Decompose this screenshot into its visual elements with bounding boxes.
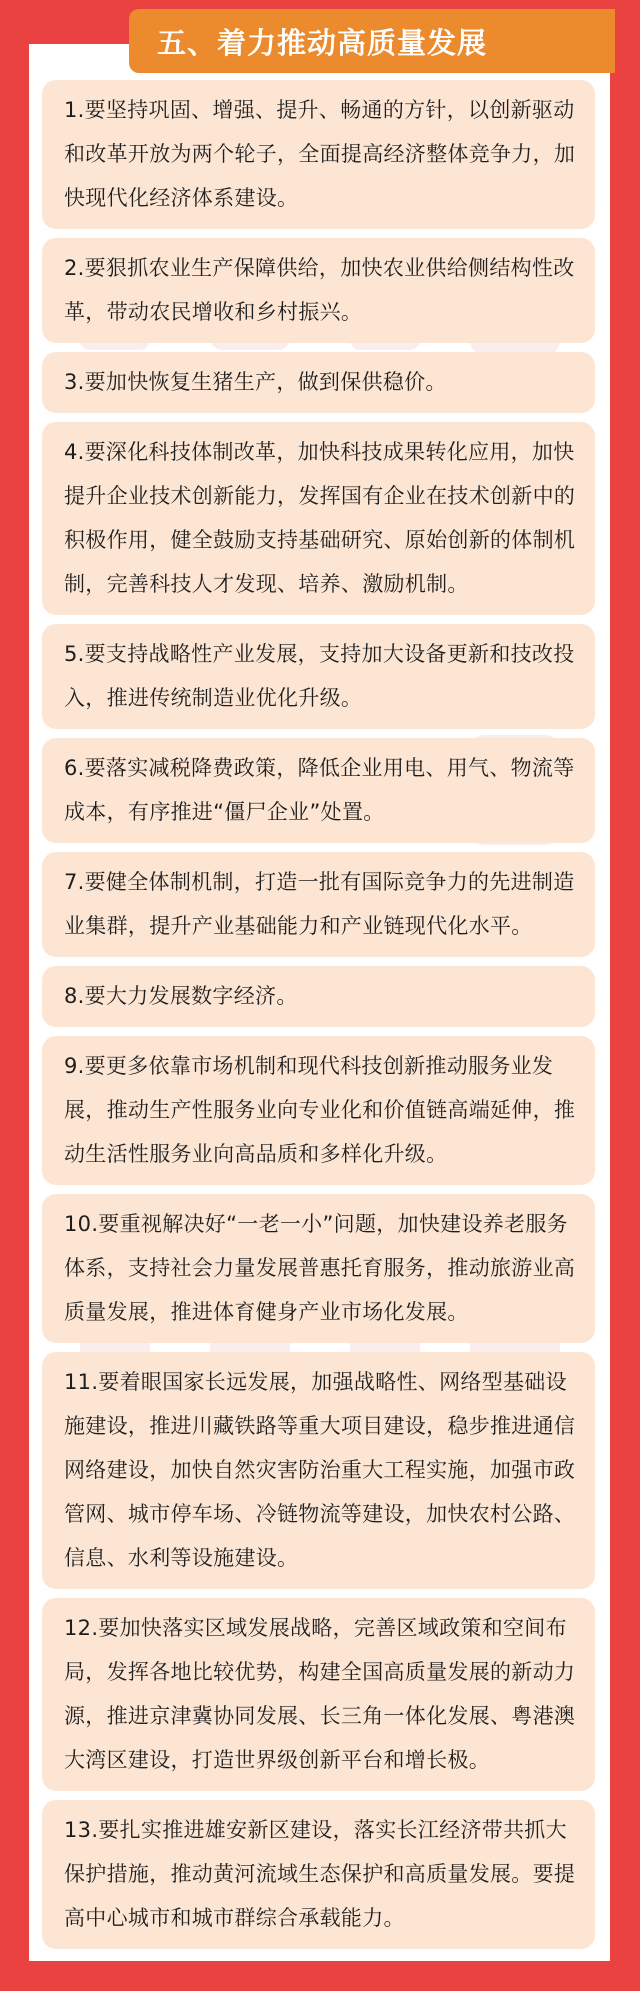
list-item-text: 12.要加快落实区域发展战略，完善区域政策和空间布局，发挥各地比较优势，构建全国高质量发展的新动力源，推进京津冀协同发展、长三角一体化发展、粤港澳大湾区建设，打造世界级创新平台和增长极。 bbox=[64, 1616, 576, 1772]
list-item bbox=[42, 1800, 595, 1949]
list-item bbox=[42, 738, 595, 843]
list-item-text: 1.要坚持巩固、增强、提升、畅通的方针，以创新驱动和改革开放为两个轮子，全面提高经济整体竞争力，加快现代化经济体系建设。 bbox=[64, 98, 576, 210]
policy-list bbox=[42, 80, 595, 1958]
list-item bbox=[42, 1352, 595, 1589]
list-item-text: 11.要着眼国家长远发展，加强战略性、网络型基础设施建设，推进川藏铁路等重大项目建设，稳步推进通信网络建设，加快自然灾害防治重大工程实施，加强市政管网、城市停车场、冷链物流等建设，加快农村公路、信息、水利等设施建设。 bbox=[64, 1370, 576, 1570]
list-item bbox=[42, 80, 595, 229]
list-item-text: 10.要重视解决好“一老一小”问题，加快建设养老服务体系，支持社会力量发展普惠托育服务，推动旅游业高质量发展，推进体育健身产业市场化发展。 bbox=[64, 1212, 576, 1324]
list-item-text: 5.要支持战略性产业发展，支持加大设备更新和技改投入，推进传统制造业优化升级。 bbox=[64, 642, 575, 710]
list-item bbox=[42, 238, 595, 343]
list-item-text: 6.要落实减税降费政策，降低企业用电、用气、物流等成本，有序推进“僵尸企业”处置。 bbox=[64, 756, 575, 824]
list-item bbox=[42, 422, 595, 615]
list-item-text: 8.要大力发展数字经济。 bbox=[64, 984, 298, 1008]
list-item bbox=[42, 966, 595, 1027]
list-item bbox=[42, 1194, 595, 1343]
list-item bbox=[42, 624, 595, 729]
list-item-text: 4.要深化科技体制改革，加快科技成果转化应用，加快提升企业技术创新能力，发挥国有企业在技术创新中的积极作用，健全鼓励支持基础研究、原始创新的体制机制，完善科技人才发现、培养、激励机制。 bbox=[64, 440, 576, 596]
list-item-text: 2.要狠抓农业生产保障供给，加快农业供给侧结构性改革，带动农民增收和乡村振兴。 bbox=[64, 256, 575, 324]
list-item bbox=[42, 352, 595, 413]
section-header bbox=[129, 9, 615, 79]
list-item bbox=[42, 852, 595, 957]
list-item-text: 13.要扎实推进雄安新区建设，落实长江经济带共抓大保护措施，推动黄河流域生态保护和高质量发展。要提高中心城市和城市群综合承载能力。 bbox=[64, 1818, 576, 1930]
list-item bbox=[42, 1598, 595, 1791]
list-item-text: 7.要健全体制机制，打造一批有国际竞争力的先进制造业集群，提升产业基础能力和产业链现代化水平。 bbox=[64, 870, 575, 938]
header-bar bbox=[129, 9, 615, 73]
list-item-text: 3.要加快恢复生猪生产，做到保供稳价。 bbox=[64, 370, 447, 394]
section-title: 五、着力推动高质量发展 bbox=[157, 25, 488, 60]
list-item bbox=[42, 1036, 595, 1185]
list-item-text: 9.要更多依靠市场机制和现代科技创新推动服务业发展，推动生产性服务业向专业化和价值链高端延伸，推动生活性服务业向高品质和多样化升级。 bbox=[64, 1054, 576, 1166]
